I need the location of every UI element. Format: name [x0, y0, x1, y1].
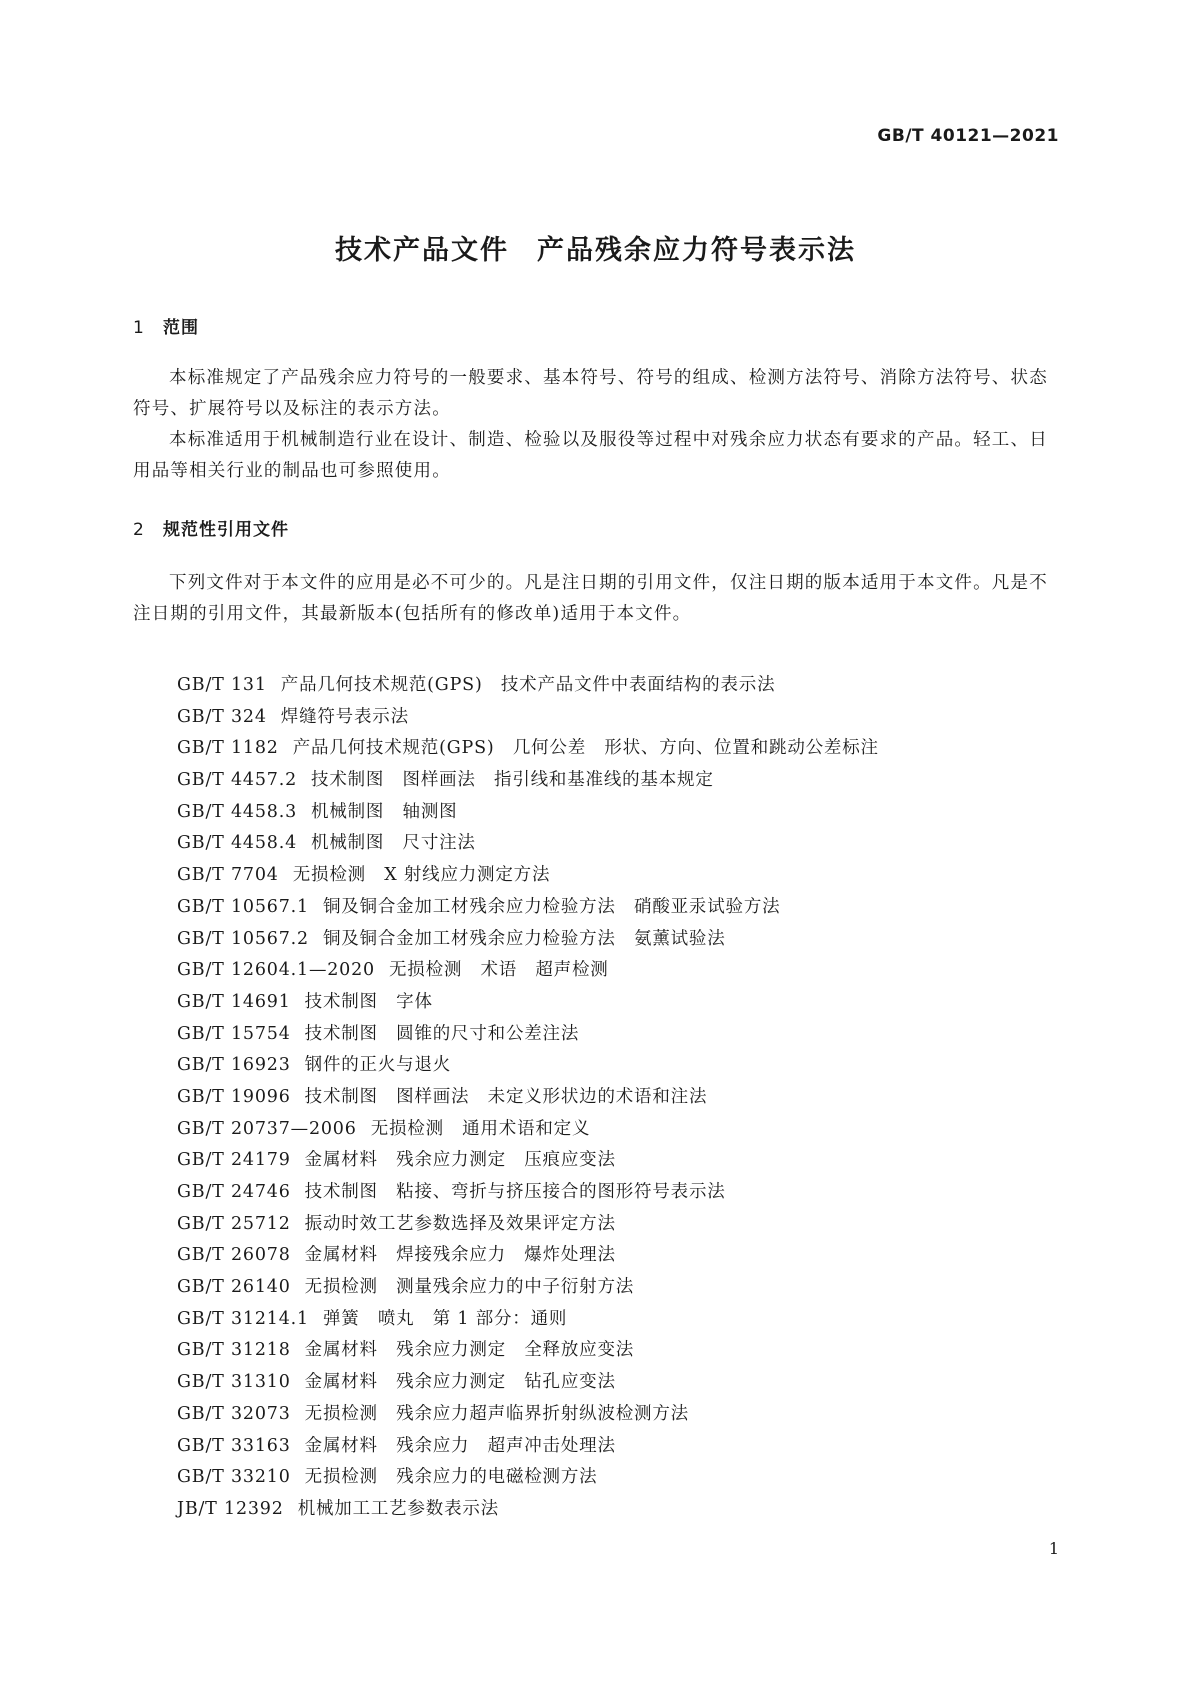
section-2-heading [133, 515, 289, 540]
reference-code: GB/T 26078 [177, 1245, 291, 1266]
reference-title: 金属材料 残余应力测定 钻孔应变法 [304, 1372, 616, 1393]
reference-title: 无损检测 术语 超声检测 [388, 960, 609, 981]
section-1-heading [133, 313, 199, 338]
reference-item [177, 1431, 879, 1463]
reference-item [177, 1240, 879, 1272]
reference-code: GB/T 20737—2006 [177, 1118, 357, 1139]
reference-item [177, 924, 879, 956]
scope-paragraph-1: 本标准规定了产品残余应力符号的一般要求、基本符号、符号的组成、检测方法符号、消除方法符号、状态符号、扩展符号以及标注的表示方法。 [133, 368, 1048, 419]
reference-code: GB/T 1182 [177, 738, 279, 759]
reference-code: GB/T 324 [177, 706, 267, 727]
reference-item [177, 765, 879, 797]
reference-title: 金属材料 残余应力 超声冲击处理法 [304, 1435, 616, 1456]
reference-code: GB/T 33163 [177, 1435, 291, 1456]
reference-title: 技术制图 图样画法 指引线和基准线的基本规定 [311, 770, 714, 791]
reference-title: 无损检测 通用术语和定义 [370, 1118, 591, 1139]
reference-title: 机械制图 尺寸注法 [311, 833, 476, 854]
reference-code: JB/T 12392 [177, 1498, 284, 1519]
reference-item [177, 1335, 879, 1367]
reference-item [177, 1145, 879, 1177]
reference-item [177, 828, 879, 860]
reference-code: GB/T 25712 [177, 1213, 291, 1234]
reference-code: GB/T 10567.1 [177, 896, 309, 917]
reference-title: 产品几何技术规范(GPS) 技术产品文件中表面结构的表示法 [280, 675, 776, 695]
reference-title: 铜及铜合金加工材残余应力检验方法 硝酸亚汞试验方法 [322, 896, 781, 917]
reference-item [177, 670, 879, 702]
reference-code: GB/T 31310 [177, 1372, 291, 1393]
reference-item [177, 1399, 879, 1431]
reference-item [177, 1050, 879, 1082]
page-number: 1 [1048, 1539, 1059, 1558]
reference-item [177, 1494, 879, 1526]
reference-code: GB/T 33210 [177, 1467, 291, 1488]
reference-code: GB/T 15754 [177, 1023, 291, 1044]
reference-item [177, 1272, 879, 1304]
reference-title: 金属材料 焊接残余应力 爆炸处理法 [304, 1245, 616, 1266]
reference-code: GB/T 7704 [177, 865, 279, 886]
reference-code: GB/T 4458.3 [177, 801, 298, 822]
reference-title: 机械加工工艺参数表示法 [297, 1498, 499, 1519]
reference-item [177, 1082, 879, 1114]
reference-code: GB/T 4458.4 [177, 833, 298, 854]
reference-item [177, 1177, 879, 1209]
reference-list [177, 670, 879, 1526]
reference-title: 无损检测 残余应力的电磁检测方法 [304, 1467, 598, 1488]
reference-code: GB/T 31218 [177, 1340, 291, 1361]
reference-item [177, 1019, 879, 1051]
reference-code: GB/T 4457.2 [177, 770, 298, 791]
reference-item [177, 702, 879, 734]
reference-code: GB/T 16923 [177, 1055, 291, 1076]
reference-title: 钢件的正火与退火 [304, 1055, 452, 1076]
reference-item [177, 860, 879, 892]
reference-code: GB/T 19096 [177, 1086, 291, 1107]
reference-item [177, 1367, 879, 1399]
reference-title: 金属材料 残余应力测定 全释放应变法 [304, 1340, 635, 1361]
reference-title: 技术制图 图样画法 未定义形状边的术语和注法 [304, 1086, 708, 1107]
reference-item [177, 1304, 879, 1336]
reference-code: GB/T 26140 [177, 1277, 291, 1298]
reference-title: 金属材料 残余应力测定 压痕应变法 [304, 1150, 616, 1171]
reference-item [177, 1209, 879, 1241]
reference-code: GB/T 24746 [177, 1182, 291, 1202]
reference-title: 技术制图 圆锥的尺寸和公差注法 [304, 1023, 580, 1044]
reference-title: 焊缝符号表示法 [280, 706, 409, 727]
reference-code: GB/T 10567.2 [177, 928, 309, 949]
title-part-1: 技术产品文件 [335, 235, 509, 266]
reference-item [177, 797, 879, 829]
standard-code: GB/T 40121—2021 [877, 126, 1059, 146]
reference-title: 无损检测 残余应力超声临界折射纵波检测方法 [304, 1403, 689, 1424]
reference-item [177, 1462, 879, 1494]
reference-title: 机械制图 轴测图 [311, 801, 458, 822]
reference-title: 无损检测 测量残余应力的中子衍射方法 [304, 1277, 635, 1298]
section-1-number: 1 [133, 318, 145, 338]
section-2-number: 2 [133, 520, 145, 540]
reference-code: GB/T 24179 [177, 1150, 291, 1171]
reference-code: GB/T 131 [177, 675, 267, 695]
document-title [0, 228, 1191, 267]
reference-title: 技术制图 字体 [304, 991, 433, 1012]
reference-title: 铜及铜合金加工材残余应力检验方法 氨薰试验法 [322, 928, 726, 949]
reference-title: 产品几何技术规范(GPS) 几何公差 形状、方向、位置和跳动公差标注 [292, 738, 879, 759]
reference-item [177, 733, 879, 765]
reference-title: 无损检测 X 射线应力测定方法 [292, 865, 551, 886]
reference-item [177, 1114, 879, 1146]
reference-item [177, 892, 879, 924]
reference-code: GB/T 32073 [177, 1403, 291, 1424]
reference-code: GB/T 12604.1—2020 [177, 960, 375, 981]
references-intro: 下列文件对于本文件的应用是必不可少的。凡是注日期的引用文件，仅注日期的版本适用于本文件。凡是不注日期的引用文件，其最新版本(包括所有的修改单)适用于本文件。 [133, 573, 1048, 624]
reference-title: 弹簧 喷丸 第 1 部分：通则 [322, 1308, 568, 1329]
scope-paragraph-2: 本标准适用于机械制造行业在设计、制造、检验以及服役等过程中对残余应力状态有要求的产品。轻工、日用品等相关行业的制品也可参照使用。 [133, 430, 1048, 481]
reference-title: 技术制图 粘接、弯折与挤压接合的图形符号表示法 [304, 1182, 726, 1202]
reference-title: 振动时效工艺参数选择及效果评定方法 [304, 1213, 616, 1234]
section-2-title: 规范性引用文件 [163, 520, 289, 540]
reference-code: GB/T 14691 [177, 991, 291, 1012]
title-part-2: 产品残余应力符号表示法 [537, 235, 856, 266]
section-1-title: 范围 [163, 318, 199, 338]
reference-item [177, 955, 879, 987]
reference-code: GB/T 31214.1 [177, 1308, 309, 1329]
reference-item [177, 987, 879, 1019]
